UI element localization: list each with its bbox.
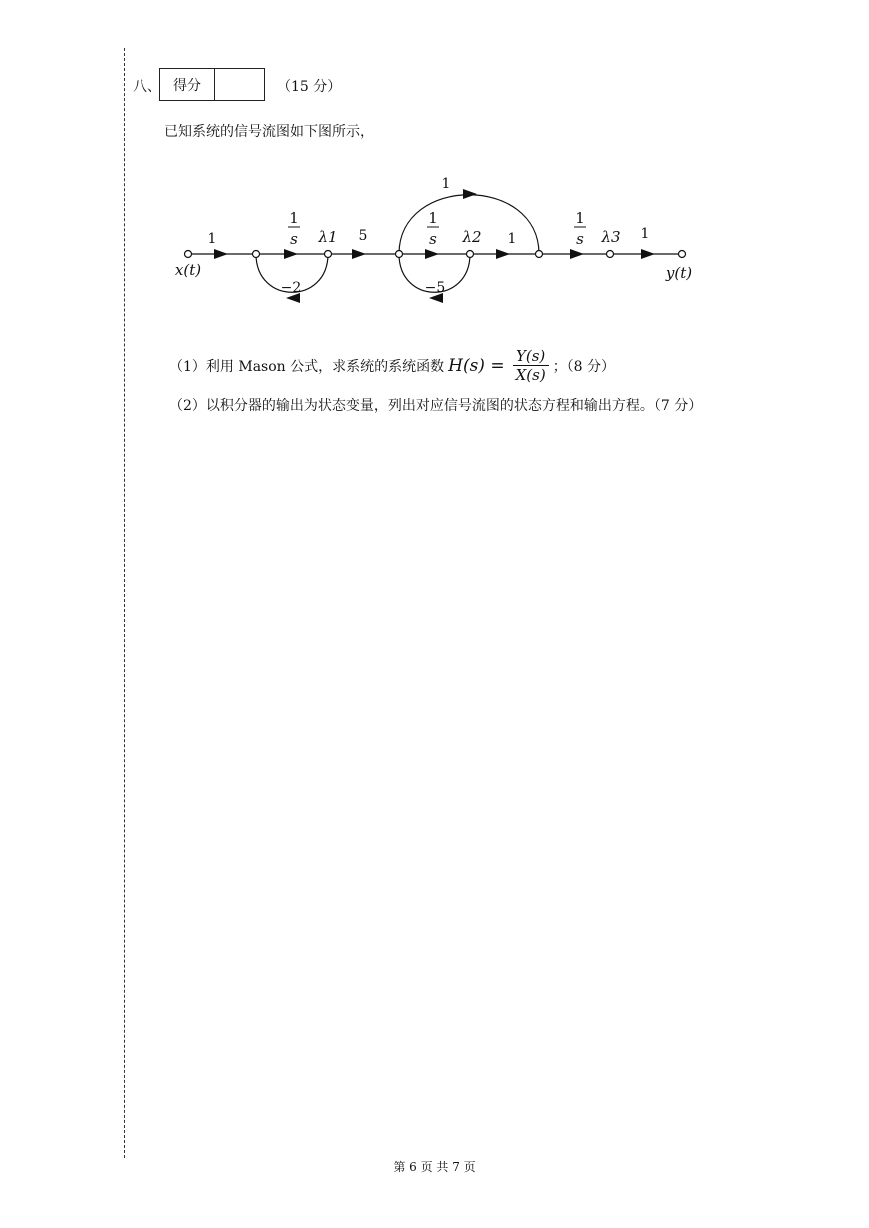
integrator2-den: s — [429, 230, 437, 248]
arrow-gain5 — [352, 249, 366, 259]
score-label: 得分 — [160, 69, 215, 100]
node-output — [679, 251, 686, 258]
input-label: x(t) — [174, 261, 202, 279]
node-1 — [253, 251, 260, 258]
question-number: 八、 — [133, 79, 161, 95]
fraction-numerator: Y(s) — [515, 347, 546, 365]
gain-input: 1 — [207, 231, 217, 247]
fraction-denominator: X(s) — [513, 365, 549, 384]
node-lambda2 — [467, 251, 474, 258]
transfer-function-fraction — [513, 347, 549, 384]
signal-flow-graph — [170, 165, 710, 315]
arrow-integrator2 — [425, 249, 439, 259]
subquestion-2: （2）以积分器的输出为状态变量，列出对应信号流图的状态方程和输出方程。（7 分） — [169, 398, 703, 414]
node-input — [185, 251, 192, 258]
arrow-input — [214, 249, 228, 259]
transfer-function-symbol: H(s) = — [448, 355, 505, 376]
subquestion-1-suffix: ；（8 分） — [552, 358, 616, 375]
score-value-field[interactable] — [215, 69, 264, 100]
output-label: y(t) — [665, 264, 693, 282]
question-intro: 已知系统的信号流图如下图所示， — [164, 124, 374, 140]
arrow-gain1 — [496, 249, 510, 259]
integrator3-num: 1 — [575, 209, 585, 227]
state-lambda2: λ2 — [462, 228, 482, 246]
gain-after-lambda2: 1 — [507, 231, 517, 247]
integrator2-num: 1 — [428, 209, 438, 227]
state-lambda1: λ1 — [318, 228, 338, 246]
gain-output: 1 — [640, 226, 650, 242]
node-lambda1 — [325, 251, 332, 258]
integrator3-den: s — [576, 230, 584, 248]
node-lambda3 — [607, 251, 614, 258]
arrow-output — [641, 249, 655, 259]
node-5 — [536, 251, 543, 258]
integrator1-den: s — [290, 230, 298, 248]
page-footer: 第 6 页 共 7 页 — [393, 1160, 476, 1174]
subquestion-1 — [169, 347, 615, 384]
node-3 — [396, 251, 403, 258]
binding-dashed-line — [124, 48, 125, 1158]
state-lambda3: λ3 — [601, 228, 621, 246]
gain-5: 5 — [358, 228, 368, 244]
gain-feedback1: −2 — [280, 280, 302, 296]
integrator1-num: 1 — [289, 209, 299, 227]
arrow-integrator1 — [284, 249, 298, 259]
question-points: （15 分） — [277, 79, 342, 95]
score-box — [159, 68, 265, 101]
gain-feedforward: 1 — [441, 176, 451, 192]
arrow-integrator3 — [570, 249, 584, 259]
arrow-feedforward — [463, 189, 477, 199]
gain-feedback2: −5 — [424, 280, 446, 296]
subquestion-1-prefix: （1）利用 Mason 公式，求系统的系统函数 — [169, 358, 445, 375]
